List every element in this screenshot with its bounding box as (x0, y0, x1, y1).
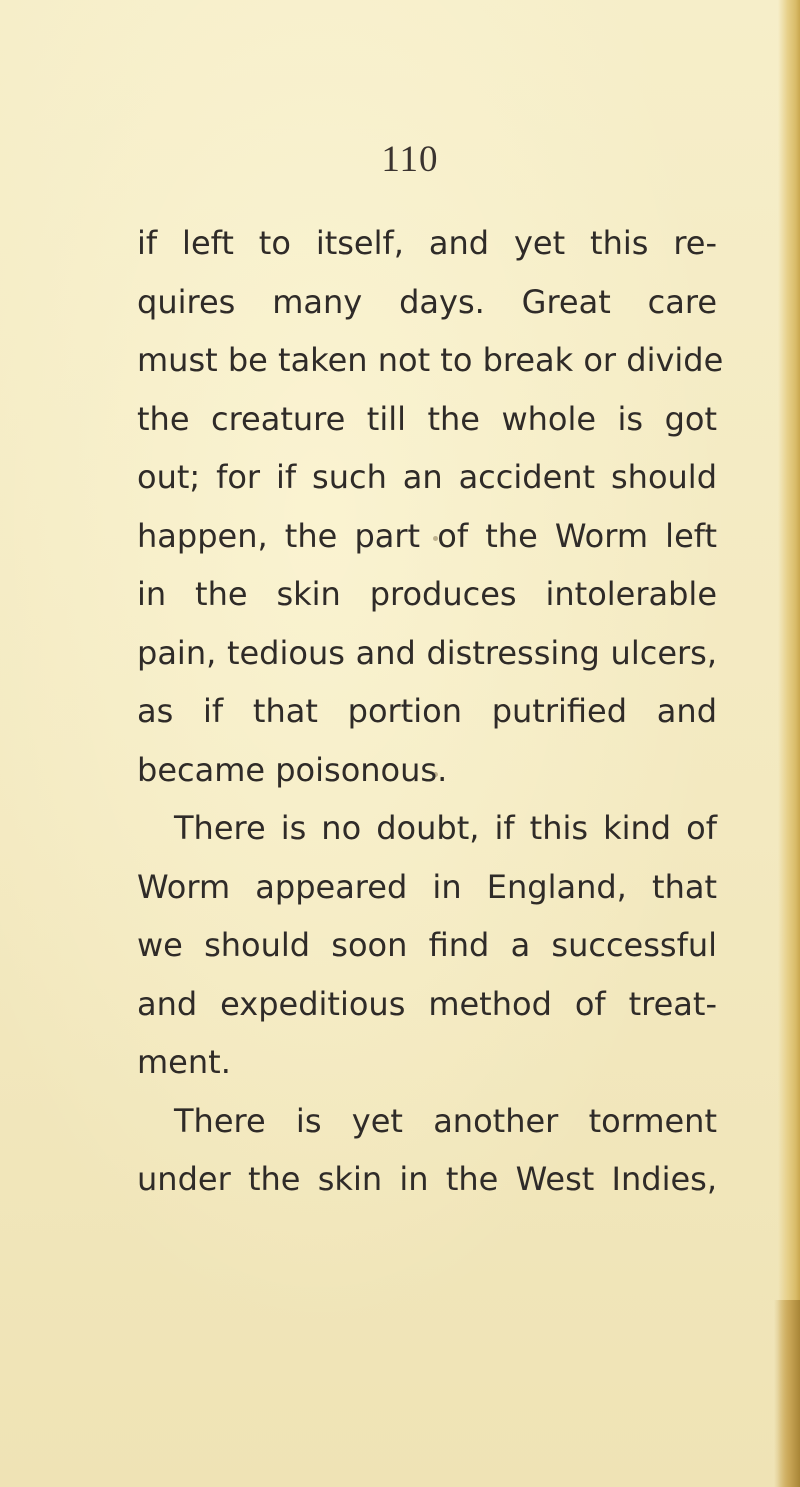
text-line: Worm appeared in England, that (137, 867, 717, 906)
text-line: became poisonous. (137, 750, 448, 789)
text-line: There is no doubt, if this kind of (174, 809, 717, 847)
page-number: 110 (381, 139, 439, 180)
text-line: we should soon find a successful (137, 926, 717, 964)
page-edge-fold (774, 1300, 800, 1487)
text-line: in the skin produces intolerable (137, 575, 717, 613)
text-line: under the skin in the West Indies, (137, 1160, 717, 1198)
body-text (137, 214, 724, 1209)
page-edge-shadow (778, 0, 800, 1487)
text-line: as if that portion putrified and (137, 692, 717, 730)
text-line: ment. (137, 1043, 231, 1081)
text-line: must be taken not to break or divide (137, 341, 724, 379)
text-line: There is yet another torment (174, 1101, 717, 1140)
text-line: pain, tedious and distressing ulcers, (137, 633, 717, 672)
text-line: the creature till the whole is got (137, 399, 717, 438)
text-line: out; for if such an accident should (137, 458, 717, 496)
text-line: happen, the part of the Worm left (137, 516, 717, 555)
text-line: if left to itself, and yet this re- (137, 224, 717, 262)
text-line: quires many days. Great care (137, 282, 717, 321)
text-line: and expeditious method of treat- (137, 984, 717, 1023)
